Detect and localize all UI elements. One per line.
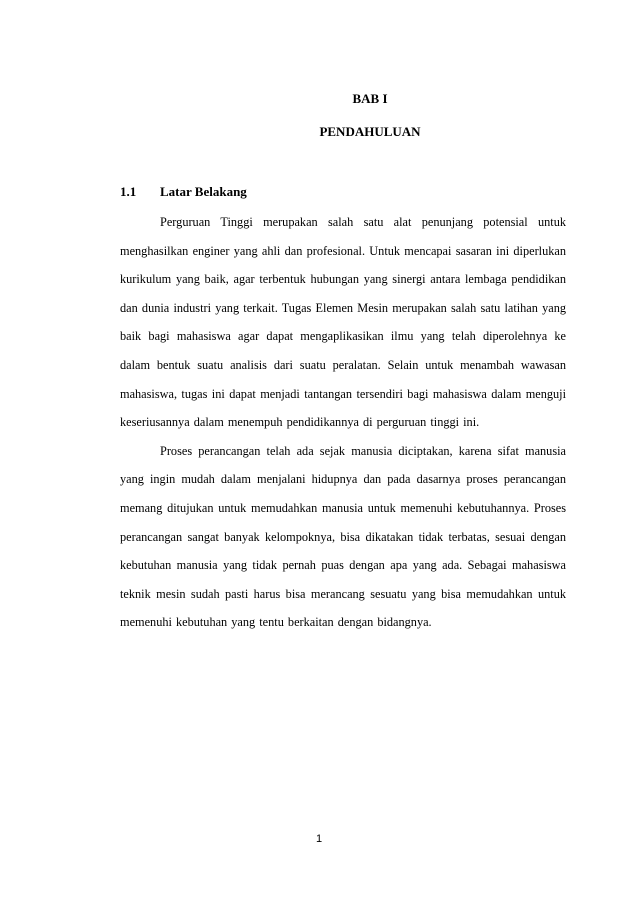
paragraph-2: Proses perancangan telah ada sejak manusia diciptakan, karena sifat manusia yang ingin mudah dalam menjalani hidupnya dan pada dasarnya proses perancangan memang ditujukan untuk memudahkan manusia untuk memenuhi kebutuhannya. Proses perancangan sangat banyak kelompoknya, bisa dikatakan tidak terbatas, sesuai dengan kebutuhan manusia yang tidak pernah puas dengan apa yang ada. Sebagai mahasiswa teknik mesin sudah pasti harus bisa merancang sesuatu yang bisa memudahkan untuk memenuhi kebutuhan yang tentu berkaitan dengan bidangnya. (120, 443, 566, 630)
chapter-title: PENDAHULUAN (319, 124, 421, 139)
section-title: Latar Belakang (160, 184, 247, 199)
chapter-number: BAB I (352, 91, 388, 106)
page-number: 1 (315, 833, 323, 845)
body-text (120, 208, 566, 637)
section-number: 1.1 (120, 184, 137, 199)
paragraph-1: Perguruan Tinggi merupakan salah satu alat penunjang potensial untuk menghasilkan enginer yang ahli dan profesional. Untuk mencapai sasaran ini diperlukan kurikulum yang baik, agar terbentuk hubungan yang sinergi antara lembaga pendidikan dan dunia industri yang terkait. Tugas Elemen Mesin merupakan salah satu latihan yang baik bagi mahasiswa agar dapat mengaplikasikan ilmu yang telah diperolehnya ke dalam bentuk suatu analisis dari suatu peralatan. Selain untuk menambah wawasan mahasiswa, tugas ini dapat menjadi tantangan tersendiri bagi mahasiswa dalam menguji keseriusannya dalam menempuh pendidikannya di perguruan tinggi ini. (120, 215, 566, 430)
section-heading (120, 184, 247, 200)
